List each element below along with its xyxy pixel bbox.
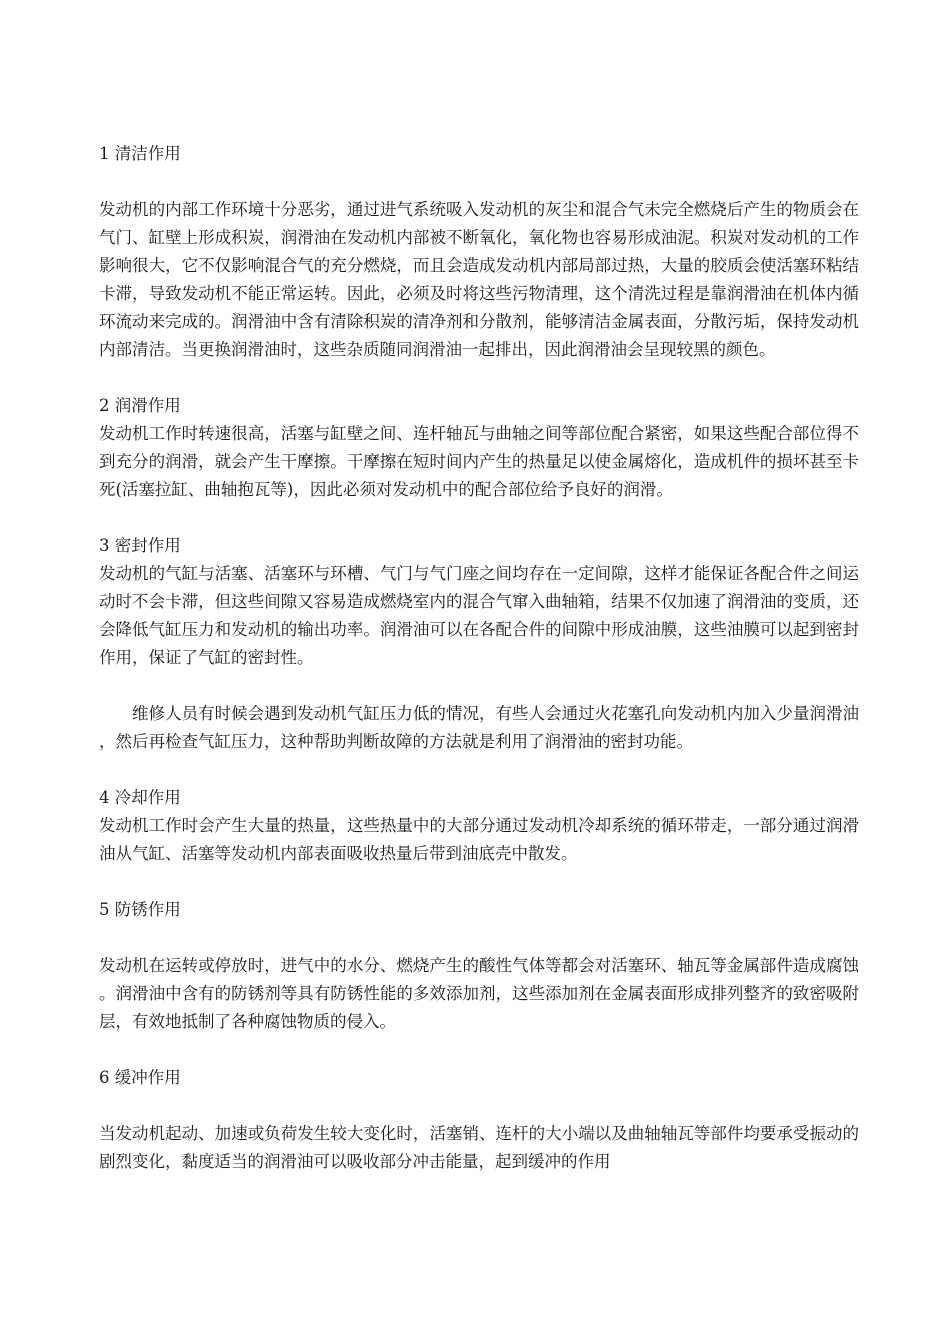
- section-heading-buffering: 6 缓冲作用: [99, 1068, 181, 1087]
- spacer: [99, 672, 859, 700]
- spacer: [99, 1036, 859, 1064]
- spacer: [99, 756, 859, 784]
- section-body-lubrication: 发动机工作时转速很高，活塞与缸壁之间、连杆轴瓦与曲轴之间等部位配合紧密，如果这些配合部位得不到充分的润滑，就会产生干摩擦。干摩擦在短时间内产生的热量足以使金属熔化，造成机件的损坏甚至卡死(活塞拉缸、曲轴抱瓦等)，因此必须对发动机中的配合部位给予良好的润滑。: [99, 424, 859, 499]
- section-heading-cooling: 4 冷却作用: [99, 788, 181, 807]
- section-heading-rust-prevention: 5 防锈作用: [99, 900, 181, 919]
- section-heading-lubrication: 2 润滑作用: [99, 396, 181, 415]
- section-body-buffering: 当发动机起动、加速或负荷发生较大变化时，活塞销、连杆的大小端以及曲轴轴瓦等部件均要承受振动的剧烈变化，黏度适当的润滑油可以吸收部分冲击能量，起到缓冲的作用: [99, 1124, 859, 1171]
- spacer: [99, 868, 859, 896]
- spacer: [99, 1092, 859, 1120]
- document-page: [99, 140, 859, 1176]
- section-body-cooling: 发动机工作时会产生大量的热量，这些热量中的大部分通过发动机冷却系统的循环带走，一部分通过润滑油从气缸、活塞等发动机内部表面吸收热量后带到油底壳中散发。: [99, 816, 859, 863]
- section-body-rust-prevention: 发动机在运转或停放时，进气中的水分、燃烧产生的酸性气体等都会对活塞环、轴瓦等金属部件造成腐蚀。润滑油中含有的防锈剂等具有防锈性能的多效添加剂，这些添加剂在金属表面形成排列整齐的致密吸附层，有效地抵制了各种腐蚀物质的侵入。: [99, 956, 859, 1031]
- section-heading-sealing: 3 密封作用: [99, 536, 181, 555]
- spacer: [99, 168, 859, 196]
- spacer: [99, 364, 859, 392]
- spacer: [99, 924, 859, 952]
- spacer: [99, 504, 859, 532]
- section-body-sealing: 发动机的气缸与活塞、活塞环与环槽、气门与气门座之间均存在一定间隙，这样才能保证各配合件之间运动时不会卡滞，但这些间隙又容易造成燃烧室内的混合气窜入曲轴箱，结果不仅加速了润滑油的变质，还会降低气缸压力和发动机的输出功率。润滑油可以在各配合件的间隙中形成油膜，这些油膜可以起到密封作用，保证了气缸的密封性。: [99, 564, 859, 667]
- section-heading-cleaning: 1 清洁作用: [99, 144, 181, 163]
- section-extra-sealing: 维修人员有时候会遇到发动机气缸压力低的情况，有些人会通过火花塞孔向发动机内加入少量润滑油，然后再检查气缸压力，这种帮助判断故障的方法就是利用了润滑油的密封功能。: [99, 704, 859, 751]
- section-body-cleaning: 发动机的内部工作环境十分恶劣，通过进气系统吸入发动机的灰尘和混合气未完全燃烧后产生的物质会在气门、缸壁上形成积炭，润滑油在发动机内部被不断氧化，氧化物也容易形成油泥。积炭对发动机的工作影响很大，它不仅影响混合气的充分燃烧，而且会造成发动机内部局部过热，大量的胶质会使活塞环粘结卡滞，导致发动机不能正常运转。因此，必须及时将这些污物清理，这个清洗过程是靠润滑油在机体内循环流动来完成的。润滑油中含有清除积炭的清净剂和分散剂，能够清洁金属表面，分散污垢，保持发动机内部清洁。当更换润滑油时，这些杂质随同润滑油一起排出，因此润滑油会呈现较黑的颜色。: [99, 200, 859, 359]
